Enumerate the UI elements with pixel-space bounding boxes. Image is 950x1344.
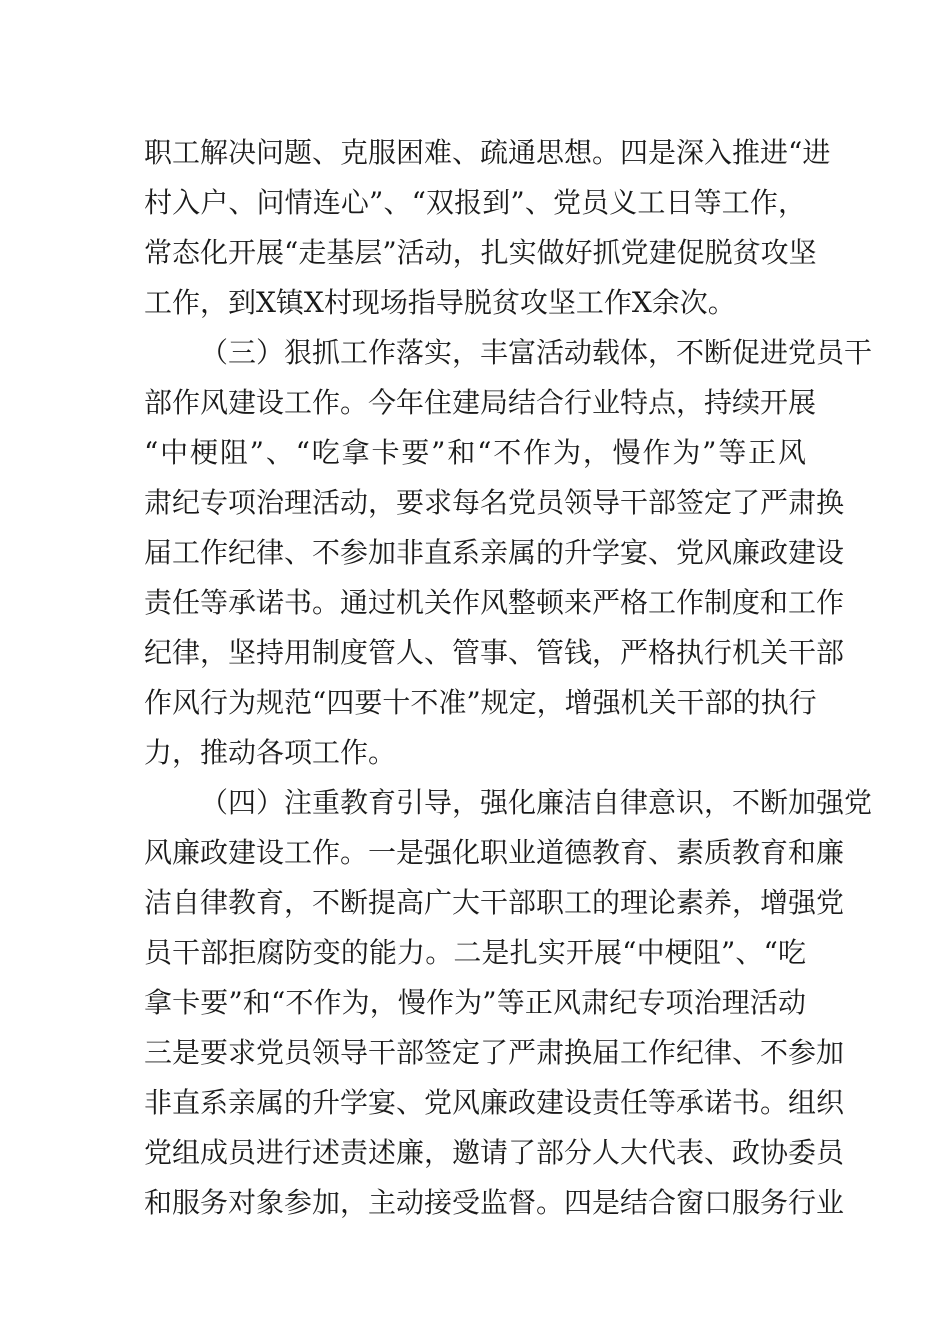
text-line: 工作，到X镇X村现场指导脱贫攻坚工作X余次。 <box>144 286 736 319</box>
text-line: 洁自律教育，不断提高广大干部职工的理论素养，增强党 <box>144 886 845 919</box>
text-line: 力，推动各项工作。 <box>144 736 397 769</box>
text-line: 责任等承诺书。通过机关作风整顿来严格工作制度和工作 <box>144 586 845 619</box>
text-line: 职工解决问题、克服困难、疏通思想。四是深入推进“进 <box>144 136 831 169</box>
text-line: 党组成员进行述责述廉，邀请了部分人大代表、政协委员 <box>144 1136 845 1169</box>
text-line: 届工作纪律、不参加非直系亲属的升学宴、党风廉政建设 <box>144 536 845 569</box>
section-heading-line: （三）狠抓工作落实，丰富活动载体，不断促进党员干 <box>200 336 873 369</box>
text-line: 风廉政建设工作。一是强化职业道德教育、素质教育和廉 <box>144 836 845 869</box>
text-line: 员干部拒腐防变的能力。二是扎实开展“中梗阻”、“吃 <box>144 936 806 969</box>
text-line: 三是要求党员领导干部签定了严肃换届工作纪律、不参加 <box>144 1036 845 1069</box>
text-line: 作风行为规范“四要十不准”规定，增强机关干部的执行 <box>144 686 817 719</box>
text-line: 和服务对象参加，主动接受监督。四是结合窗口服务行业 <box>144 1186 845 1219</box>
section-heading-line: （四）注重教育引导，强化廉洁自律意识，不断加强党 <box>200 786 873 819</box>
text-line: 部作风建设工作。今年住建局结合行业特点，持续开展 <box>144 386 817 419</box>
text-line: 拿卡要”和“不作为，慢作为”等正风肃纪专项治理活动 <box>144 986 806 1019</box>
text-line: “中梗阻”、“吃拿卡要”和“不作为，慢作为”等正风 <box>144 436 806 469</box>
text-line: 肃纪专项治理活动，要求每名党员领导干部签定了严肃换 <box>144 486 845 519</box>
text-line: 村入户、问情连心”、“双报到”、党员义工日等工作， <box>144 186 806 219</box>
text-line: 纪律，坚持用制度管人、管事、管钱，严格执行机关干部 <box>144 636 845 669</box>
text-line: 常态化开展“走基层”活动，扎实做好抓党建促脱贫攻坚 <box>144 236 817 269</box>
text-line: 非直系亲属的升学宴、党风廉政建设责任等承诺书。组织 <box>144 1086 845 1119</box>
